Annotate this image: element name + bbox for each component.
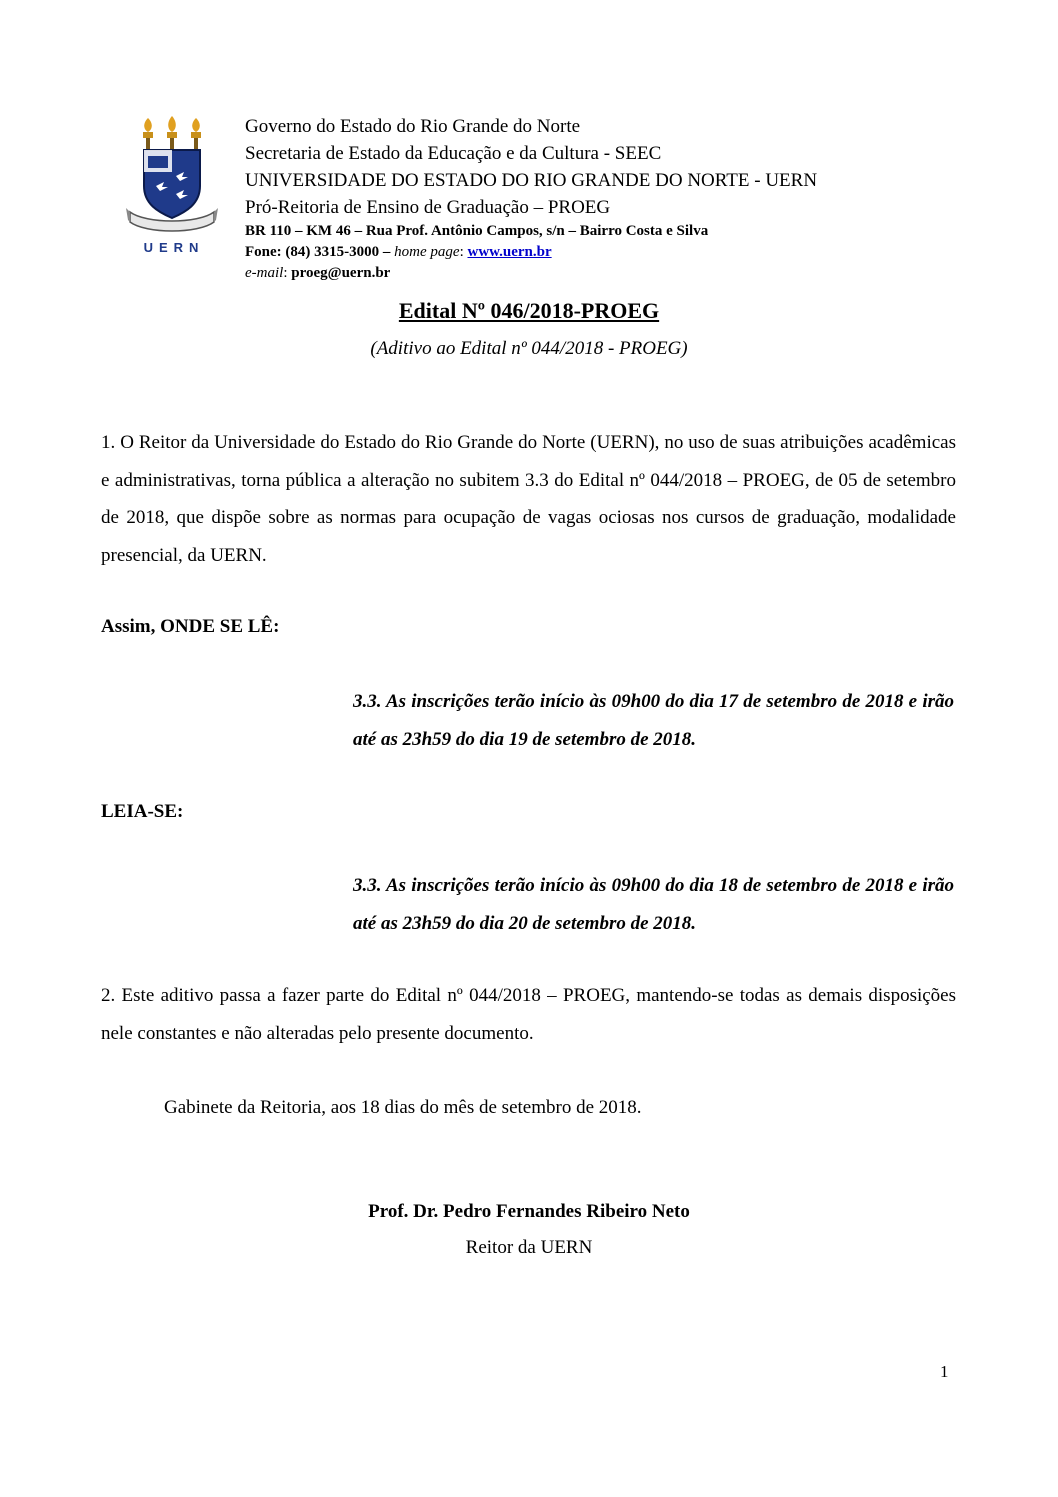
- letterhead: [245, 113, 945, 284]
- paragraph-2: 2. Este aditivo passa a fazer parte do Edital nº 044/2018 – PROEG, mantendo-se todas as demais disposições nele constantes e não alteradas pelo presente documento.: [101, 985, 956, 1044]
- header-university: UNIVERSIDADE DO ESTADO DO RIO GRANDE DO NORTE - UERN: [245, 170, 818, 191]
- header-email: e-mail: proeg@uern.br: [245, 265, 391, 281]
- document-title: Edital Nº 046/2018-PROEG: [398, 298, 660, 323]
- header-address: BR 110 – KM 46 – Rua Prof. Antônio Campos, s/n – Bairro Costa e Silva: [245, 223, 709, 239]
- header-contact: Fone: (84) 3315-3000 – home page: www.uern.br: [245, 244, 552, 260]
- document-subtitle: (Aditivo ao Edital nº 044/2018 - PROEG): [370, 338, 688, 359]
- email-address: proeg@uern.br: [291, 265, 391, 281]
- signatory-name: Prof. Dr. Pedro Fernandes Ribeiro Neto: [368, 1201, 690, 1222]
- paragraph-1: 1. O Reitor da Universidade do Estado do Rio Grande do Norte (UERN), no uso de suas atribuições acadêmicas e administrativas, torna pública a alteração no subitem 3.3 do Edital nº 044/2018 – PROEG, de 05 de setembro de 2018, que dispõe sobre as normas para ocupação de vagas ociosas nos cursos de graduação, modalidade presencial, da UERN.: [101, 432, 956, 566]
- signatory-role: Reitor da UERN: [465, 1237, 593, 1258]
- quote-original: 3.3. As inscrições terão início às 09h00 do dia 17 de setembro de 2018 e irão até as 23h59 do dia 19 de setembro de 2018.: [353, 691, 954, 750]
- closing-line: Gabinete da Reitoria, aos 18 dias do mês de setembro de 2018.: [164, 1097, 642, 1118]
- leia-se-heading: LEIA-SE:: [101, 801, 184, 822]
- page-number: 1: [940, 1362, 949, 1381]
- header-phone: Fone: (84) 3315-3000 –: [245, 244, 391, 260]
- header-secretariat: Secretaria de Estado da Educação e da Cultura - SEEC: [245, 143, 662, 164]
- homepage-label: home page: [394, 244, 460, 260]
- uern-crest-icon: [126, 116, 218, 238]
- homepage-link[interactable]: www.uern.br: [467, 244, 552, 260]
- quote-amended: 3.3. As inscrições terão início às 09h00 do dia 18 de setembro de 2018 e irão até as 23h59 do dia 20 de setembro de 2018.: [353, 875, 954, 934]
- email-label: e-mail: [245, 265, 284, 281]
- onde-se-le-heading: Assim, ONDE SE LÊ:: [101, 616, 280, 637]
- torches-icon: [143, 116, 201, 150]
- header-department: Pró-Reitoria de Ensino de Graduação – PROEG: [245, 197, 611, 218]
- logo-label: UERN: [143, 240, 205, 255]
- header-government: Governo do Estado do Rio Grande do Norte: [245, 116, 581, 137]
- uern-logo: [126, 116, 218, 262]
